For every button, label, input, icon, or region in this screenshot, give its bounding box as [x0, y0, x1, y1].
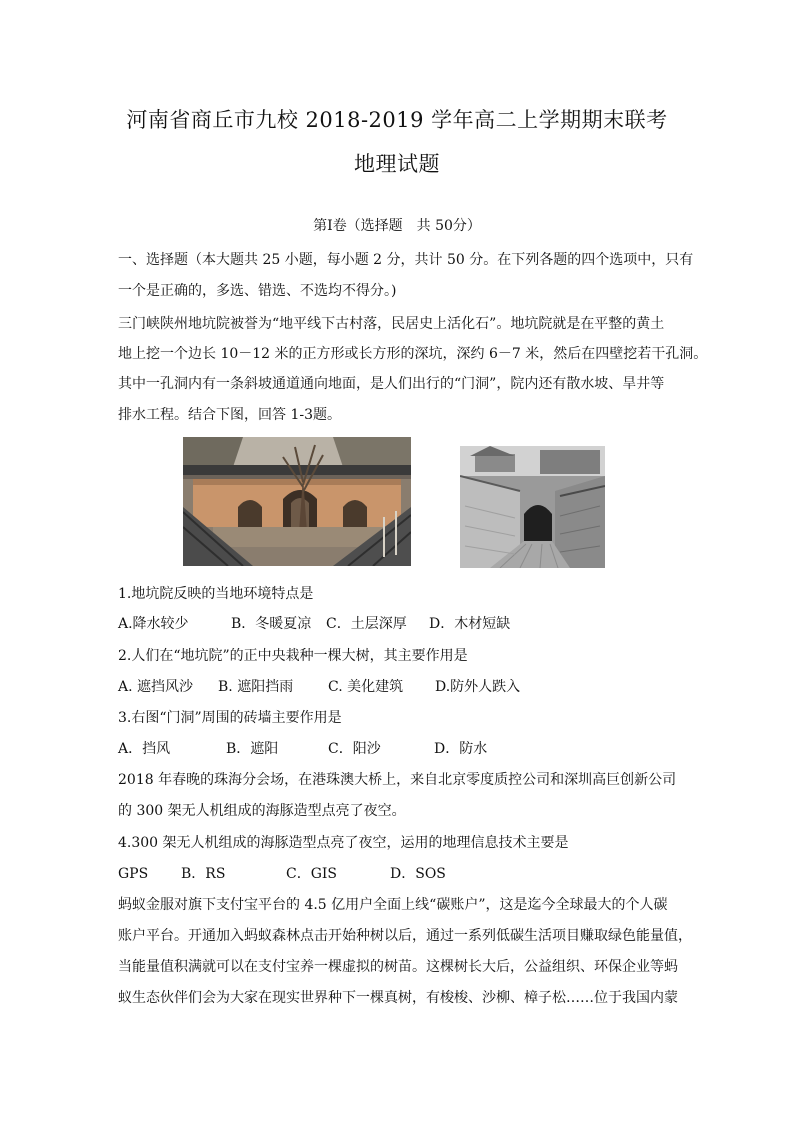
question-4-stem: 4.300 架无人机组成的海豚造型点亮了夜空，运用的地理信息技术主要是 — [118, 835, 569, 851]
option-d[interactable]: D.防外人跌入 — [435, 679, 521, 695]
passage-line: 账户平台。开通加入蚂蚁森林点击开始种树以后，通过一系列低碳生活项目赚取绿色能量值， — [118, 928, 692, 944]
courtyard-photo — [183, 437, 411, 566]
option-c[interactable]: C. 美化建筑 — [328, 679, 404, 695]
question-4-options — [118, 863, 446, 883]
passage-line: 其中一孔洞内有一条斜坡通道通向地面，是人们出行的“门洞”，院内还有散水坡、旱井等 — [118, 376, 665, 392]
passage-line: 排水工程。结合下图，回答 1-3题。 — [118, 407, 341, 423]
option-d[interactable]: D．SOS — [390, 866, 446, 882]
instruction-line: 一、选择题（本大题共 25 小题，每小题 2 分，共计 50 分。在下列各题的四个选项中，只有 — [118, 252, 694, 268]
document-subtitle: 地理试题 — [354, 152, 440, 176]
question-2-options — [118, 676, 520, 696]
passage-line: 三门峡陕州地坑院被誉为“地平线下古村落，民居史上活化石”。地坑院就是在平整的黄土 — [118, 316, 665, 332]
option-a[interactable]: GPS — [118, 866, 149, 882]
passage-line: 蚂蚁金服对旗下支付宝平台的 4.5 亿用户全面上线“碳账户”，这是迄今全球最大的个人碳 — [118, 897, 668, 913]
question-3-options — [118, 738, 487, 758]
document-title: 河南省商丘市九校 2018-2019 学年高二上学期期末联考 — [126, 108, 668, 132]
option-d[interactable]: D．木材短缺 — [429, 616, 511, 632]
instruction-line: 一个是正确的，多选、错选、不选均不得分。) — [118, 283, 397, 299]
option-a[interactable]: A.降水较少 — [118, 616, 189, 632]
question-2-stem: 2.人们在“地坑院”的正中央栽种一棵大树，其主要作用是 — [118, 648, 468, 664]
ramp-entrance-photo — [460, 446, 605, 568]
passage-line: 当能量值积满就可以在支付宝养一棵虚拟的树苗。这棵树长大后，公益组织、环保企业等蚂 — [118, 959, 678, 975]
option-c[interactable]: C．GIS — [286, 866, 338, 882]
section-header: 第Ⅰ卷（选择题 共 50分） — [313, 218, 481, 234]
option-a[interactable]: A．挡风 — [118, 741, 171, 757]
option-b[interactable]: B．RS — [181, 866, 226, 882]
option-a[interactable]: A. 遮挡风沙 — [118, 679, 194, 695]
option-d[interactable]: D．防水 — [434, 741, 488, 757]
option-b[interactable]: B．冬暖夏凉 — [231, 616, 312, 632]
question-1-options — [118, 613, 510, 633]
question-3-stem: 3.右图“门洞”周围的砖墙主要作用是 — [118, 710, 342, 726]
question-1-stem: 1.地坑院反映的当地环境特点是 — [118, 586, 314, 602]
passage-line: 的 300 架无人机组成的海豚造型点亮了夜空。 — [118, 803, 406, 819]
passage-line: 2018 年春晚的珠海分会场，在港珠澳大桥上，来自北京零度质控公司和深圳高巨创新公司 — [118, 772, 677, 788]
option-b[interactable]: B．遮阳 — [226, 741, 279, 757]
passage-line: 蚁生态伙伴们会为大家在现实世界种下一棵真树，有梭梭、沙柳、樟子松……位于我国内蒙 — [118, 990, 678, 1006]
passage-line: 地上挖一个边长 10－12 米的正方形或长方形的深坑，深约 6－7 米，然后在四壁挖若干孔洞。 — [118, 346, 708, 362]
option-c[interactable]: C．土层深厚 — [326, 616, 407, 632]
option-b[interactable]: B. 遮阳挡雨 — [218, 679, 294, 695]
option-c[interactable]: C．阳沙 — [328, 741, 381, 757]
